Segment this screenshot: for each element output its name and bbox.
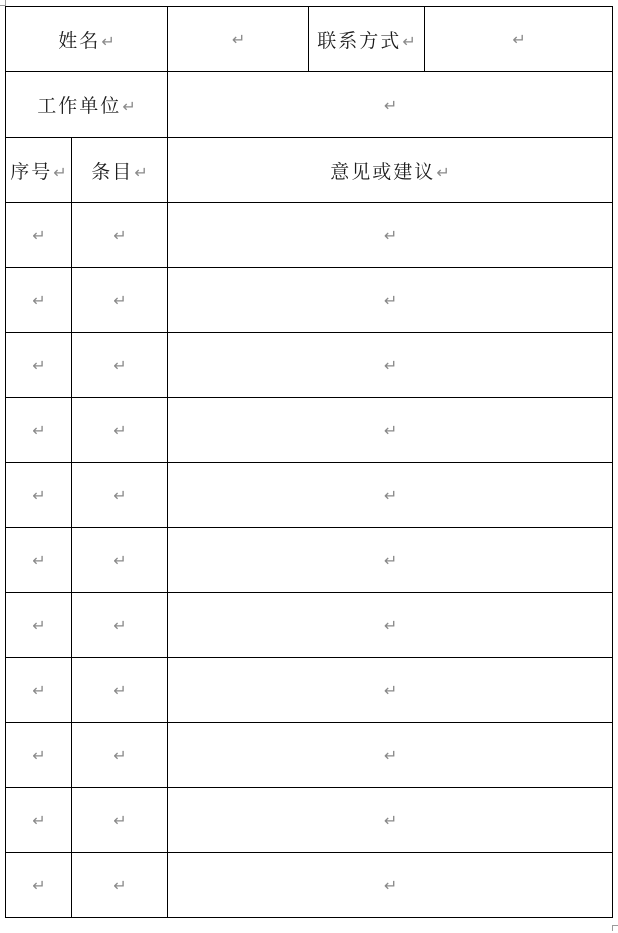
- item-cell[interactable]: [72, 788, 168, 853]
- paragraph-mark-icon: ↵: [383, 746, 398, 765]
- item-cell[interactable]: [72, 203, 168, 268]
- paragraph-mark-icon: ↵: [32, 616, 46, 635]
- item-cell[interactable]: [72, 463, 168, 528]
- column-header-item: [72, 138, 168, 203]
- name-value-cell[interactable]: [168, 7, 309, 72]
- table-row: [6, 593, 613, 658]
- table-row: [6, 203, 613, 268]
- table-row: [6, 658, 613, 723]
- item-cell[interactable]: [72, 268, 168, 333]
- opinion-cell[interactable]: [168, 658, 613, 723]
- seq-cell[interactable]: [6, 268, 72, 333]
- seq-cell[interactable]: [6, 333, 72, 398]
- table-row: [6, 268, 613, 333]
- paragraph-mark-icon: ↵: [383, 356, 398, 375]
- seq-cell[interactable]: [6, 853, 72, 918]
- unit-value-cell[interactable]: [168, 72, 613, 138]
- paragraph-mark-icon: ↵: [383, 811, 398, 830]
- table-row: [6, 723, 613, 788]
- paragraph-mark-icon: ↵: [134, 162, 148, 182]
- paragraph-mark-icon: ↵: [113, 616, 127, 635]
- table-row: [6, 853, 613, 918]
- paragraph-mark-icon: ↵: [383, 876, 398, 895]
- seq-cell[interactable]: [6, 528, 72, 593]
- opinion-cell[interactable]: [168, 788, 613, 853]
- name-label-cell: [6, 7, 168, 72]
- paragraph-mark-icon: ↵: [113, 421, 127, 440]
- paragraph-mark-icon: ↵: [113, 356, 127, 375]
- seq-cell[interactable]: [6, 463, 72, 528]
- paragraph-mark-icon: ↵: [113, 291, 127, 310]
- paragraph-mark-icon: ↵: [32, 681, 46, 700]
- paragraph-mark-icon: ↵: [113, 811, 127, 830]
- paragraph-mark-icon: ↵: [32, 746, 46, 765]
- seq-cell[interactable]: [6, 788, 72, 853]
- paragraph-mark-icon: ↵: [383, 291, 398, 310]
- paragraph-mark-icon: ↵: [113, 226, 127, 245]
- paragraph-mark-icon: ↵: [32, 486, 46, 505]
- column-header-seq: [6, 138, 72, 203]
- paragraph-mark-icon: ↵: [113, 681, 127, 700]
- paragraph-mark-icon: ↵: [383, 95, 398, 115]
- page-corner-bottom-right: [612, 925, 618, 931]
- paragraph-mark-icon: ↵: [383, 486, 398, 505]
- paragraph-mark-icon: ↵: [231, 30, 246, 49]
- column-header-opinion-label: 意见或建议: [330, 160, 436, 183]
- contact-value-cell[interactable]: [425, 7, 613, 72]
- paragraph-mark-icon: ↵: [113, 746, 127, 765]
- paragraph-mark-icon: ↵: [122, 97, 136, 116]
- paragraph-mark-icon: ↵: [113, 876, 127, 895]
- paragraph-mark-icon: ↵: [383, 681, 398, 700]
- item-cell[interactable]: [72, 658, 168, 723]
- paragraph-mark-icon: ↵: [113, 486, 127, 505]
- contact-label-cell: [309, 7, 425, 72]
- name-label: 姓名: [58, 29, 101, 52]
- opinion-cell[interactable]: [168, 268, 613, 333]
- opinion-cell[interactable]: [168, 528, 613, 593]
- opinion-cell[interactable]: [168, 398, 613, 463]
- opinion-cell[interactable]: [168, 463, 613, 528]
- seq-cell[interactable]: [6, 658, 72, 723]
- seq-cell[interactable]: [6, 723, 72, 788]
- paragraph-mark-icon: ↵: [32, 291, 46, 310]
- opinion-cell[interactable]: [168, 853, 613, 918]
- feedback-form-table: [5, 6, 613, 918]
- unit-label: 工作单位: [37, 95, 122, 117]
- paragraph-mark-icon: ↵: [402, 31, 416, 51]
- column-header-seq-label: 序号: [10, 160, 53, 183]
- item-cell[interactable]: [72, 333, 168, 398]
- item-rows: [6, 203, 613, 918]
- seq-cell[interactable]: [6, 398, 72, 463]
- paragraph-mark-icon: ↵: [53, 162, 67, 182]
- header-row-unit: [6, 72, 613, 138]
- item-cell[interactable]: [72, 528, 168, 593]
- column-header-opinion: [168, 138, 613, 203]
- table-row: [6, 333, 613, 398]
- item-cell[interactable]: [72, 593, 168, 658]
- paragraph-mark-icon: ↵: [383, 551, 398, 570]
- seq-cell[interactable]: [6, 593, 72, 658]
- paragraph-mark-icon: ↵: [32, 226, 46, 245]
- opinion-cell[interactable]: [168, 203, 613, 268]
- item-cell[interactable]: [72, 723, 168, 788]
- paragraph-mark-icon: ↵: [383, 226, 398, 245]
- paragraph-mark-icon: ↵: [113, 551, 127, 570]
- unit-label-cell: [6, 72, 168, 138]
- table-row: [6, 398, 613, 463]
- contact-label: 联系方式: [317, 29, 402, 52]
- seq-cell[interactable]: [6, 203, 72, 268]
- paragraph-mark-icon: ↵: [383, 616, 398, 635]
- paragraph-mark-icon: ↵: [436, 162, 450, 182]
- paragraph-mark-icon: ↵: [101, 31, 115, 51]
- table-row: [6, 463, 613, 528]
- paragraph-mark-icon: ↵: [32, 551, 46, 570]
- item-cell[interactable]: [72, 398, 168, 463]
- column-header-item-label: 条目: [91, 160, 134, 183]
- opinion-cell[interactable]: [168, 333, 613, 398]
- header-row-name: [6, 7, 613, 72]
- paragraph-mark-icon: ↵: [32, 421, 46, 440]
- table-row: [6, 528, 613, 593]
- paragraph-mark-icon: ↵: [512, 30, 526, 49]
- opinion-cell[interactable]: [168, 593, 613, 658]
- opinion-cell[interactable]: [168, 723, 613, 788]
- item-cell[interactable]: [72, 853, 168, 918]
- paragraph-mark-icon: ↵: [32, 356, 46, 375]
- column-header-row: [6, 138, 613, 203]
- paragraph-mark-icon: ↵: [32, 876, 46, 895]
- paragraph-mark-icon: ↵: [383, 421, 398, 440]
- paragraph-mark-icon: ↵: [32, 811, 46, 830]
- table-row: [6, 788, 613, 853]
